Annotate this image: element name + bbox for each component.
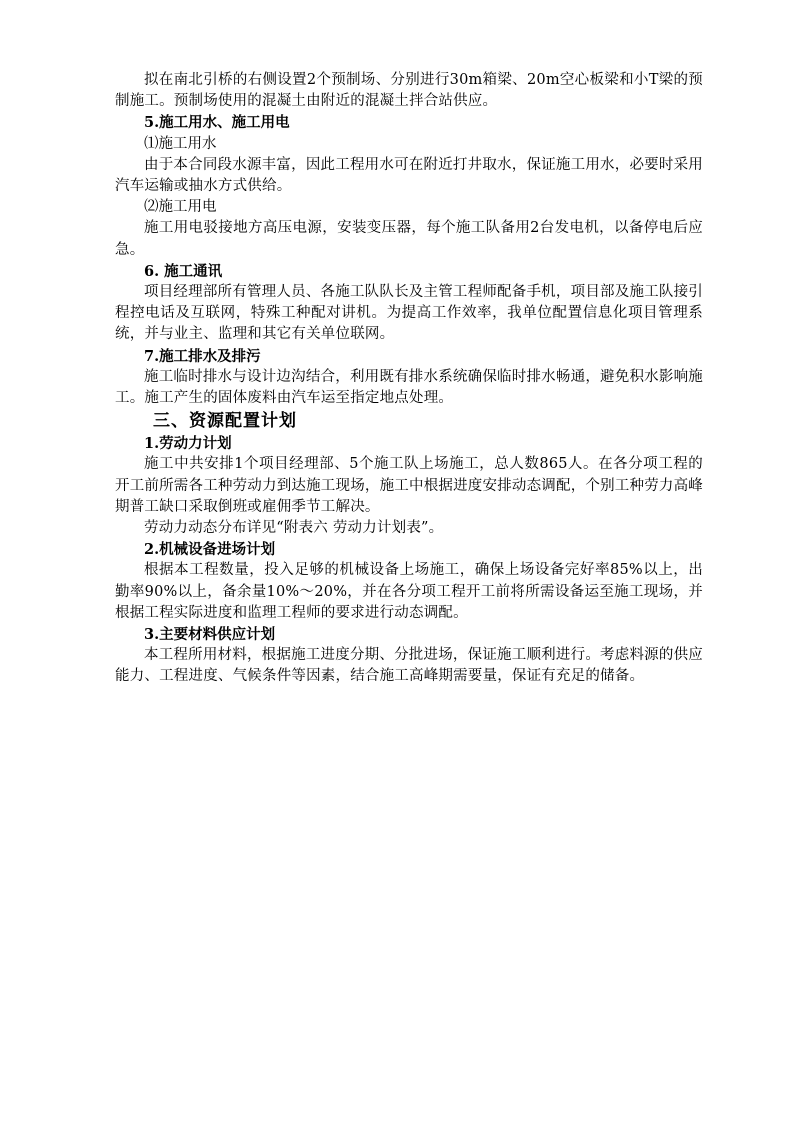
paragraph-labor-reference: 劳动力动态分布详见“附表六 劳动力计划表”。 [144,520,444,537]
paragraph-water: 由于本合同段水源丰富，因此工程用水可在附近打井取水，保证施工用水，必要时采用汽车运输或抽水方式供给。 [115,156,703,195]
heading-resource-plan: 三、资源配置计划 [153,411,297,432]
heading-equipment-plan: 2.机械设备进场计划 [144,541,276,559]
heading-drainage: 7.施工排水及排污 [144,347,261,365]
subheading-power: ⑵施工用电 [144,199,217,216]
heading-labor-plan: 1.劳动力计划 [144,435,232,453]
document-page [115,70,703,688]
paragraph-communication: 项目经理部所有管理人员、各施工队队长及主管工程师配备手机，项目部及施工队接引程控电话及互联网，特殊工种配对讲机。为提高工作效率，我单位配置信息化项目管理系统，并与业主、监理和其它有关单位联网。 [115,284,703,343]
heading-water-power: 5.施工用水、施工用电 [144,114,290,132]
paragraph-drainage: 施工临时排水与设计边沟结合，利用既有排水系统确保临时排水畅通，避免积水影响施工。施工产生的固体废料由汽车运至指定地点处理。 [115,368,703,407]
paragraph-materials: 本工程所用材料，根据施工进度分期、分批进场，保证施工顺利进行。考虑料源的供应能力、工程进度、气候条件等因素，结合施工高峰期需要量，保证有充足的储备。 [115,647,703,685]
paragraph-power: 施工用电驳接地方高压电源，安装变压器，每个施工队备用2台发电机，以备停电后应急。 [115,220,703,258]
paragraph-labor: 施工中共安排1个项目经理部、5个施工队上场施工，总人数865人。在各分项工程的开工前所需各工种劳动力到达施工现场，施工中根据进度安排动态调配，个别工种劳力高峰期普工缺口采取倒班或雇佣季节工解决。 [115,456,703,515]
subheading-water: ⑴施工用水 [144,135,217,152]
heading-materials-plan: 3.主要材料供应计划 [144,626,276,644]
paragraph-precast-yard: 拟在南北引桥的右侧设置2个预制场、分别进行30m箱梁、20m空心板梁和小T梁的预制施工。预制场使用的混凝土由附近的混凝土拌合站供应。 [115,72,703,110]
paragraph-equipment: 根据本工程数量，投入足够的机械设备上场施工，确保上场设备完好率85%以上，出勤率90%以上，备余量10%～20%，并在各分项工程开工前将所需设备运至施工现场，并根据工程实际进度和监理工程师的要求进行动态调配。 [115,562,703,621]
heading-communication: 6. 施工通讯 [144,262,223,280]
